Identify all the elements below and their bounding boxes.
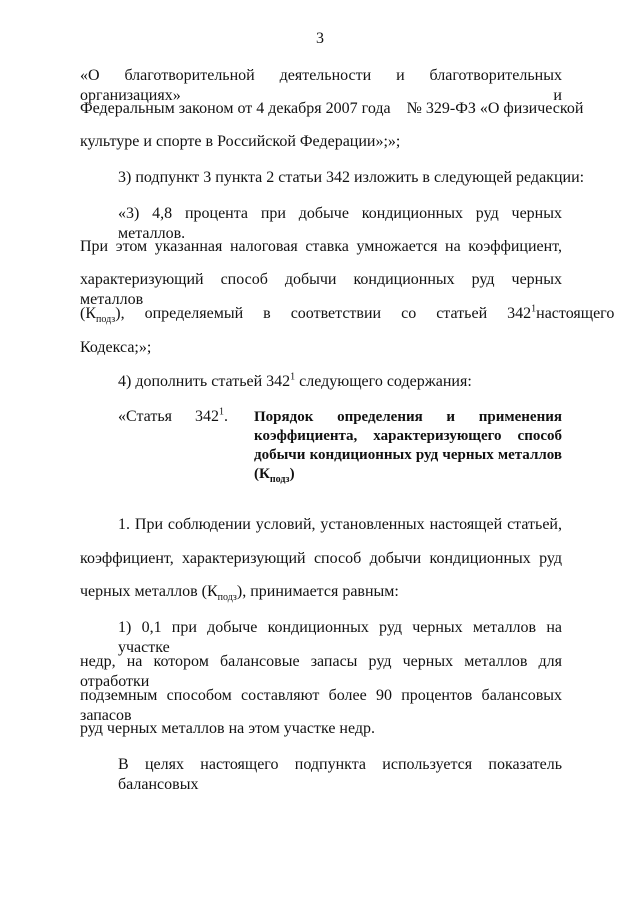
text-line: 1) 0,1 при добыче кондиционных руд черных металлов на участке	[118, 619, 562, 656]
page-number: 3	[316, 30, 324, 47]
article-label: «Статья $342^1$.	[118, 406, 228, 425]
text-line: 1. При соблюдении условий, установленных настоящей статьей,	[118, 516, 562, 533]
text-line: недр, на котором балансовые запасы руд черных металлов для отработки	[80, 653, 562, 690]
text-line: $(К_{подз})$, определяемый в соответствии со статьей $342^1$ настоящего	[80, 303, 615, 326]
text-line: характеризующий способ добычи кондиционных руд черных металлов	[80, 271, 562, 308]
text-line: руд черных металлов на этом участке недр.	[80, 720, 376, 737]
text-line: При этом указанная налоговая ставка умножается на коэффициент,	[80, 238, 562, 255]
text-line: «3) 4,8 процента при добыче кондиционных руд черных металлов.	[118, 205, 562, 242]
text-line: подземным способом составляют более 90 процентов балансовых запасов	[80, 687, 562, 724]
text-line: культуре и спорте в Российской Федерации»;»;	[80, 133, 401, 150]
text-line: коэффициент, характеризующий способ добычи кондиционных руд	[80, 550, 562, 567]
article-title: Порядок определения и применения коэффициента, характеризующего способ добычи кондиционных руд черных металлов $(К_{подз})$	[254, 409, 562, 485]
text-line: Федеральным законом от 4 декабря 2007 года № 329-ФЗ «О физической	[80, 100, 584, 117]
text-line: «О благотворительной деятельности и благотворительных организациях» и	[80, 67, 562, 104]
text-line: черных металлов $(К_{подз})$, принимается равным:	[80, 583, 399, 604]
text-line: 4) дополнить статьей $342^1$ следующего содержания:	[118, 371, 472, 390]
text-line: В целях настоящего подпункта используется показатель балансовых	[118, 756, 562, 793]
text-line: 3) подпункт 3 пункта 2 статьи 342 изложить в следующей редакции:	[118, 169, 585, 186]
text-line: Кодекса;»;	[80, 339, 152, 356]
